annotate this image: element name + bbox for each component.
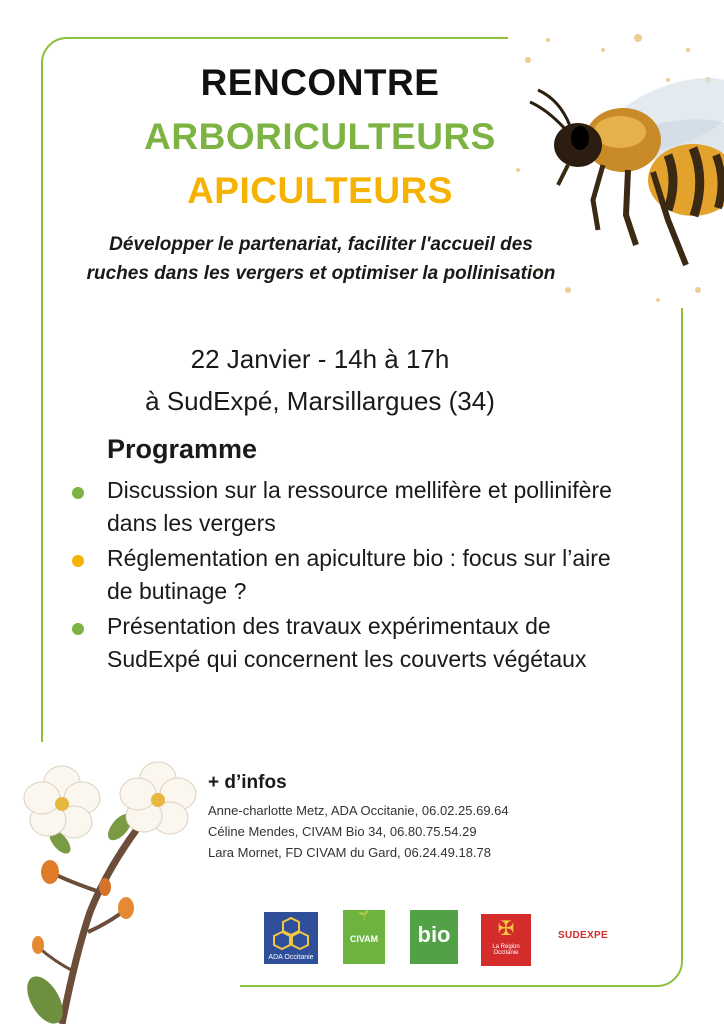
sprout-icon: 🌱 (358, 910, 370, 920)
programme-item (72, 542, 632, 608)
infos-section (208, 772, 628, 863)
contact-line: Anne-charlotte Metz, ADA Occitanie, 06.02.25.69.64 (208, 803, 509, 818)
programme-item-text: Discussion sur la ressource mellifère et pollinifère dans les vergers (107, 477, 612, 536)
programme-list (72, 474, 632, 678)
region-occitanie-logo (481, 914, 531, 966)
programme-item-text: Présentation des travaux expérimentaux de SudExpé qui concernent les couverts végétaux (107, 613, 587, 672)
sudexpe-logo: SUDEXPE (558, 930, 608, 941)
bio-logo-text: bio (417, 922, 451, 947)
programme-item-text: Réglementation en apiculture bio : focus sur l’aire de butinage ? (107, 545, 611, 604)
programme-item (72, 474, 632, 540)
infos-title: + d’infos (208, 772, 287, 793)
bullet-icon (72, 555, 84, 567)
title-rencontre: RENCONTRE (200, 62, 440, 103)
subtitle: Développer le partenariat, faciliter l'accueil des ruches dans les vergers et optimiser la pollinisation (86, 234, 556, 284)
event-place: à SudExpé, Marsillargues (34) (145, 386, 495, 416)
title-apiculteurs: APICULTEURS (187, 170, 453, 211)
bullet-icon (72, 487, 84, 499)
civam-logo (343, 910, 385, 964)
contact-line: Lara Mornet, FD CIVAM du Gard, 06.24.49.18.78 (208, 845, 492, 860)
blossom-illustration (0, 742, 240, 1024)
event-date: 22 Janvier - 14h à 17h (190, 344, 450, 374)
ada-occitanie-logo (264, 912, 318, 964)
title-arboriculteurs: ARBORICULTEURS (144, 116, 496, 157)
programme-item (72, 610, 632, 676)
programme-title: Programme (107, 434, 258, 464)
honeycomb-icon (264, 912, 318, 952)
ada-logo-text: ADA Occitanie (268, 954, 314, 961)
contact-line: Céline Mendes, CIVAM Bio 34, 06.80.75.54.29 (208, 824, 477, 839)
bullet-icon (72, 623, 84, 635)
cross-icon: ✠ (497, 918, 515, 940)
region-logo-text: La Région Occitanie (492, 944, 520, 956)
civam-bio-34-logo (410, 910, 458, 964)
civam-logo-text: CIVAM (349, 934, 379, 944)
